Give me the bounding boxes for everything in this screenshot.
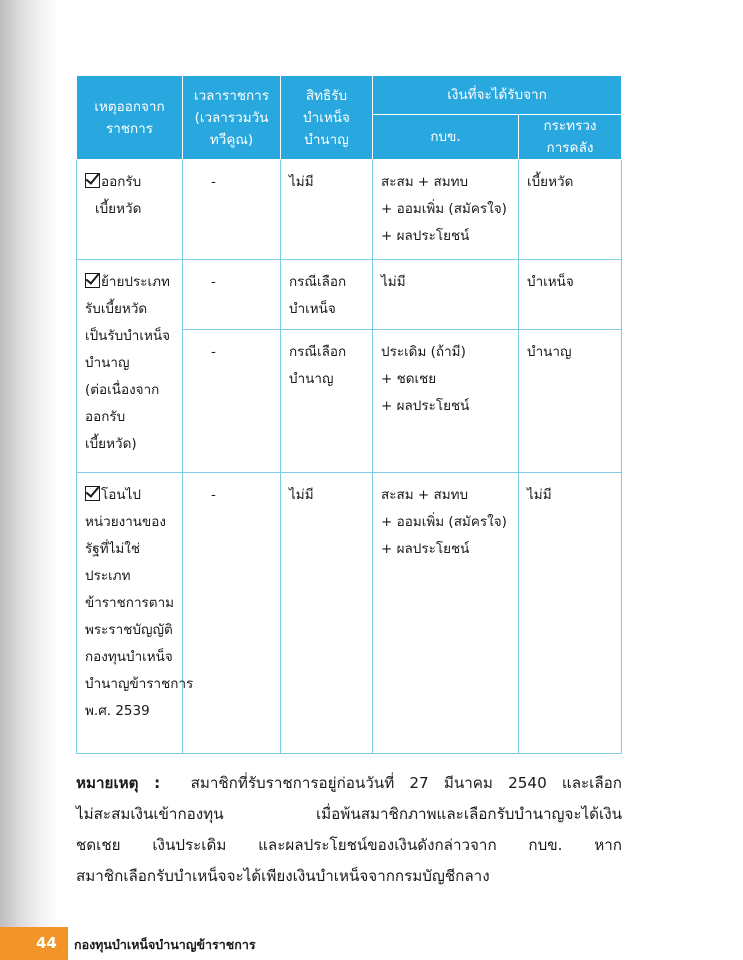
- table-row: [77, 160, 622, 260]
- header-gpf: กบข.: [373, 115, 519, 160]
- table-row: [77, 473, 622, 754]
- header-service-time: เวลาราชการ (เวลารวมวัน ทวีคูณ): [183, 76, 281, 160]
- footnote-label: หมายเหตุ :: [76, 774, 161, 792]
- footnote-line: สมาชิกเลือกรับบำเหน็จจะได้เพียงเงินบำเหน็จจากกรมบัญชีกลาง: [76, 867, 490, 885]
- checked-box-icon: [85, 273, 100, 288]
- service-time-cell: -: [183, 260, 281, 330]
- ministry-cell: บำนาญ: [519, 330, 622, 473]
- checked-box-icon: [85, 173, 100, 188]
- footnote-line: ชดเชย เงินประเดิม และผลประโยชน์ของเงินดังกล่าวจาก กบข. หาก: [76, 836, 622, 854]
- footer-title: กองทุนบำเหน็จบำนาญข้าราชการ: [74, 937, 256, 952]
- gpf-cell: ไม่มี: [373, 260, 519, 330]
- footnote: [76, 768, 622, 892]
- header-reason: เหตุออกจาก ราชการ: [77, 76, 183, 160]
- ministry-cell: บำเหน็จ: [519, 260, 622, 330]
- header-money-from: เงินที่จะได้รับจาก: [373, 76, 622, 115]
- reason-cell: ออกรับ เบี้ยหวัด: [77, 160, 183, 260]
- table-row: [77, 260, 622, 330]
- reason-cell: โอนไป หน่วยงานของ รัฐที่ไม่ใช่ ประเภท ข้าราชการตาม พระราชบัญญัติ กองทุนบำเหน็จ บำนาญข้าราชการ พ.ศ. 2539: [77, 473, 183, 754]
- retirement-benefit-table: [76, 75, 622, 754]
- gpf-cell: ประเดิม (ถ้ามี) + ชดเชย + ผลประโยชน์: [373, 330, 519, 473]
- header-pension-right: สิทธิรับ บำเหน็จ บำนาญ: [281, 76, 373, 160]
- pension-right-cell: กรณีเลือก บำเหน็จ: [281, 260, 373, 330]
- page-binding-shadow: [0, 0, 58, 960]
- service-time-cell: -: [183, 473, 281, 754]
- reason-cell: ย้ายประเภท รับเบี้ยหวัด เป็นรับบำเหน็จ บำนาญ (ต่อเนื่องจาก ออกรับ เบี้ยหวัด): [77, 260, 183, 473]
- gpf-cell: สะสม + สมทบ + ออมเพิ่ม (สมัครใจ) + ผลประโยชน์: [373, 160, 519, 260]
- ministry-cell: เบี้ยหวัด: [519, 160, 622, 260]
- header-ministry: กระทรวง การคลัง: [519, 115, 622, 160]
- pension-right-cell: กรณีเลือก บำนาญ: [281, 330, 373, 473]
- footer-accent-bar: [0, 927, 68, 960]
- pension-right-cell: ไม่มี: [281, 473, 373, 754]
- gpf-cell: สะสม + สมทบ + ออมเพิ่ม (สมัครใจ) + ผลประโยชน์: [373, 473, 519, 754]
- checked-box-icon: [85, 486, 100, 501]
- service-time-cell: -: [183, 330, 281, 473]
- service-time-cell: -: [183, 160, 281, 260]
- ministry-cell: ไม่มี: [519, 473, 622, 754]
- page-number: 44: [36, 934, 57, 952]
- pension-right-cell: ไม่มี: [281, 160, 373, 260]
- footnote-line: สมาชิกที่รับราชการอยู่ก่อนวันที่ 27 มีนาคม 2540 และเลือก: [190, 774, 622, 792]
- footnote-line: ไม่สะสมเงินเข้ากองทุน เมื่อพ้นสมาชิกภาพและเลือกรับบำนาญจะได้เงิน: [76, 805, 622, 823]
